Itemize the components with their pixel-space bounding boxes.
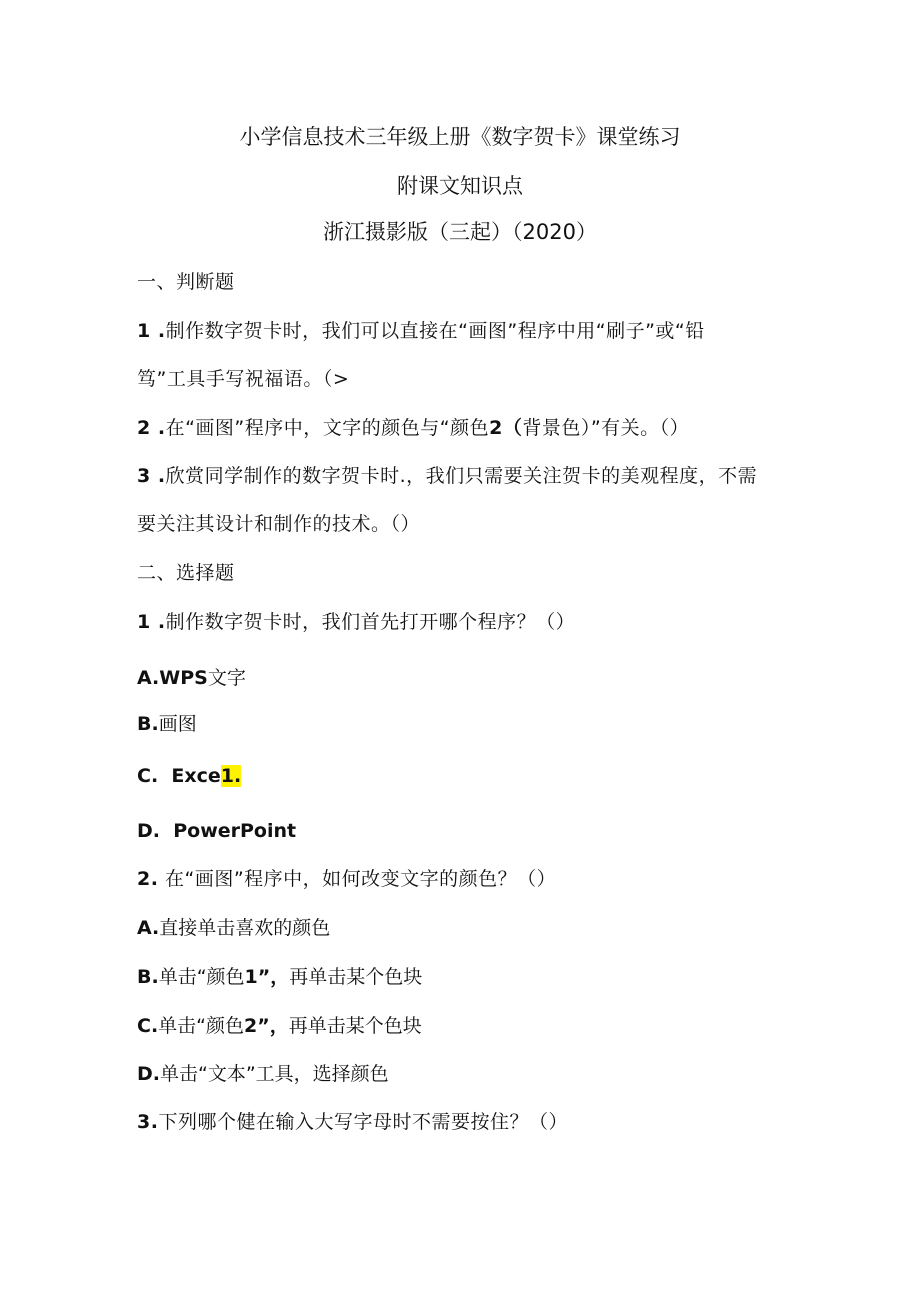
tf-question-3-text-line2: 要关注其设计和制作的技术。（） <box>137 513 421 535</box>
q2-option-a-label: A. <box>137 917 160 939</box>
q2-option-b-text-b: 1”， <box>244 966 290 988</box>
tf-question-2-text-c: 背景色）”有关。（） <box>522 417 690 439</box>
document-edition: 浙江摄影版（三起）（2020） <box>323 220 597 244</box>
q2-option-c-label: C. <box>137 1015 159 1037</box>
option-a-text: 文字 <box>207 667 246 689</box>
q2-option-d-text: 单击“文本”工具，选择颜色 <box>160 1063 389 1085</box>
mc-question-1-option-c <box>137 765 241 787</box>
document-title: 小学信息技术三年级上册《数字贺卡》课堂练习 <box>239 125 681 149</box>
mc-question-2-option-c <box>137 1011 422 1038</box>
option-a-label: A.WPS <box>137 667 208 689</box>
q2-option-d-label: D. <box>137 1063 160 1085</box>
mc-question-3 <box>137 1107 568 1134</box>
mc-question-1-option-d <box>137 820 296 842</box>
mc-question-2-option-d <box>137 1059 389 1086</box>
option-b-text: 画图 <box>158 713 197 735</box>
q2-option-a-text: 直接单击喜欢的颜色 <box>159 917 331 939</box>
q2-option-c-text-a: 单击“颜色 <box>158 1015 245 1037</box>
tf-question-2-text-b: 2（ <box>489 417 523 439</box>
mc-question-2 <box>137 864 556 891</box>
mc-question-1-number: 1 . <box>137 611 166 633</box>
section-heading-multiple-choice: 二、选择题 <box>137 562 235 584</box>
mc-question-2-option-a <box>137 913 330 940</box>
tf-question-2-number: 2 . <box>137 417 166 439</box>
tf-question-1-number: 1 . <box>137 320 166 342</box>
document-subtitle: 附课文知识点 <box>397 174 523 198</box>
mc-question-1-option-b <box>137 709 197 736</box>
tf-question-3-number: 3 . <box>137 465 166 487</box>
tf-question-3 <box>137 461 757 488</box>
q2-option-c-text-c: 再单击某个色块 <box>288 1015 422 1037</box>
option-c-highlighted-text: 1. <box>220 765 242 787</box>
mc-question-3-number: 3. <box>137 1111 159 1133</box>
q2-option-b-text-a: 单击“颜色 <box>158 966 245 988</box>
mc-question-2-text: 在“画图”程序中，如何改变文字的颜色？（） <box>158 868 557 890</box>
option-d-label: D. PowerPoint <box>137 820 297 842</box>
tf-question-2 <box>137 413 689 440</box>
option-b-label: B. <box>137 713 159 735</box>
tf-question-1 <box>137 316 705 343</box>
q2-option-b-label: B. <box>137 966 159 988</box>
mc-question-1-text: 制作数字贺卡时，我们首先打开哪个程序？（） <box>165 611 576 633</box>
mc-question-3-text: 下列哪个健在输入大写字母时不需要按住？（） <box>158 1111 568 1133</box>
mc-question-2-number: 2. <box>137 868 159 890</box>
mc-question-1 <box>137 607 575 634</box>
mc-question-1-option-a <box>137 663 246 690</box>
option-c-label: C. Exce <box>137 765 221 787</box>
tf-question-3-text-line1: 欣赏同学制作的数字贺卡时.，我们只需要关注贺卡的美观程度，不需 <box>165 465 758 487</box>
q2-option-c-text-b: 2”， <box>244 1015 289 1037</box>
q2-option-b-text-c: 再单击某个色块 <box>289 966 423 988</box>
tf-question-1-text-line2: 笃”工具手写祝福语。（> <box>137 368 350 390</box>
tf-question-2-text-a: 在“画图”程序中，文字的颜色与“颜色 <box>165 417 490 439</box>
section-heading-true-false: 一、判断题 <box>137 271 235 293</box>
tf-question-1-text-line1: 制作数字贺卡时，我们可以直接在“画图”程序中用“刷子”或“铅 <box>165 320 705 342</box>
mc-question-2-option-b <box>137 962 422 989</box>
